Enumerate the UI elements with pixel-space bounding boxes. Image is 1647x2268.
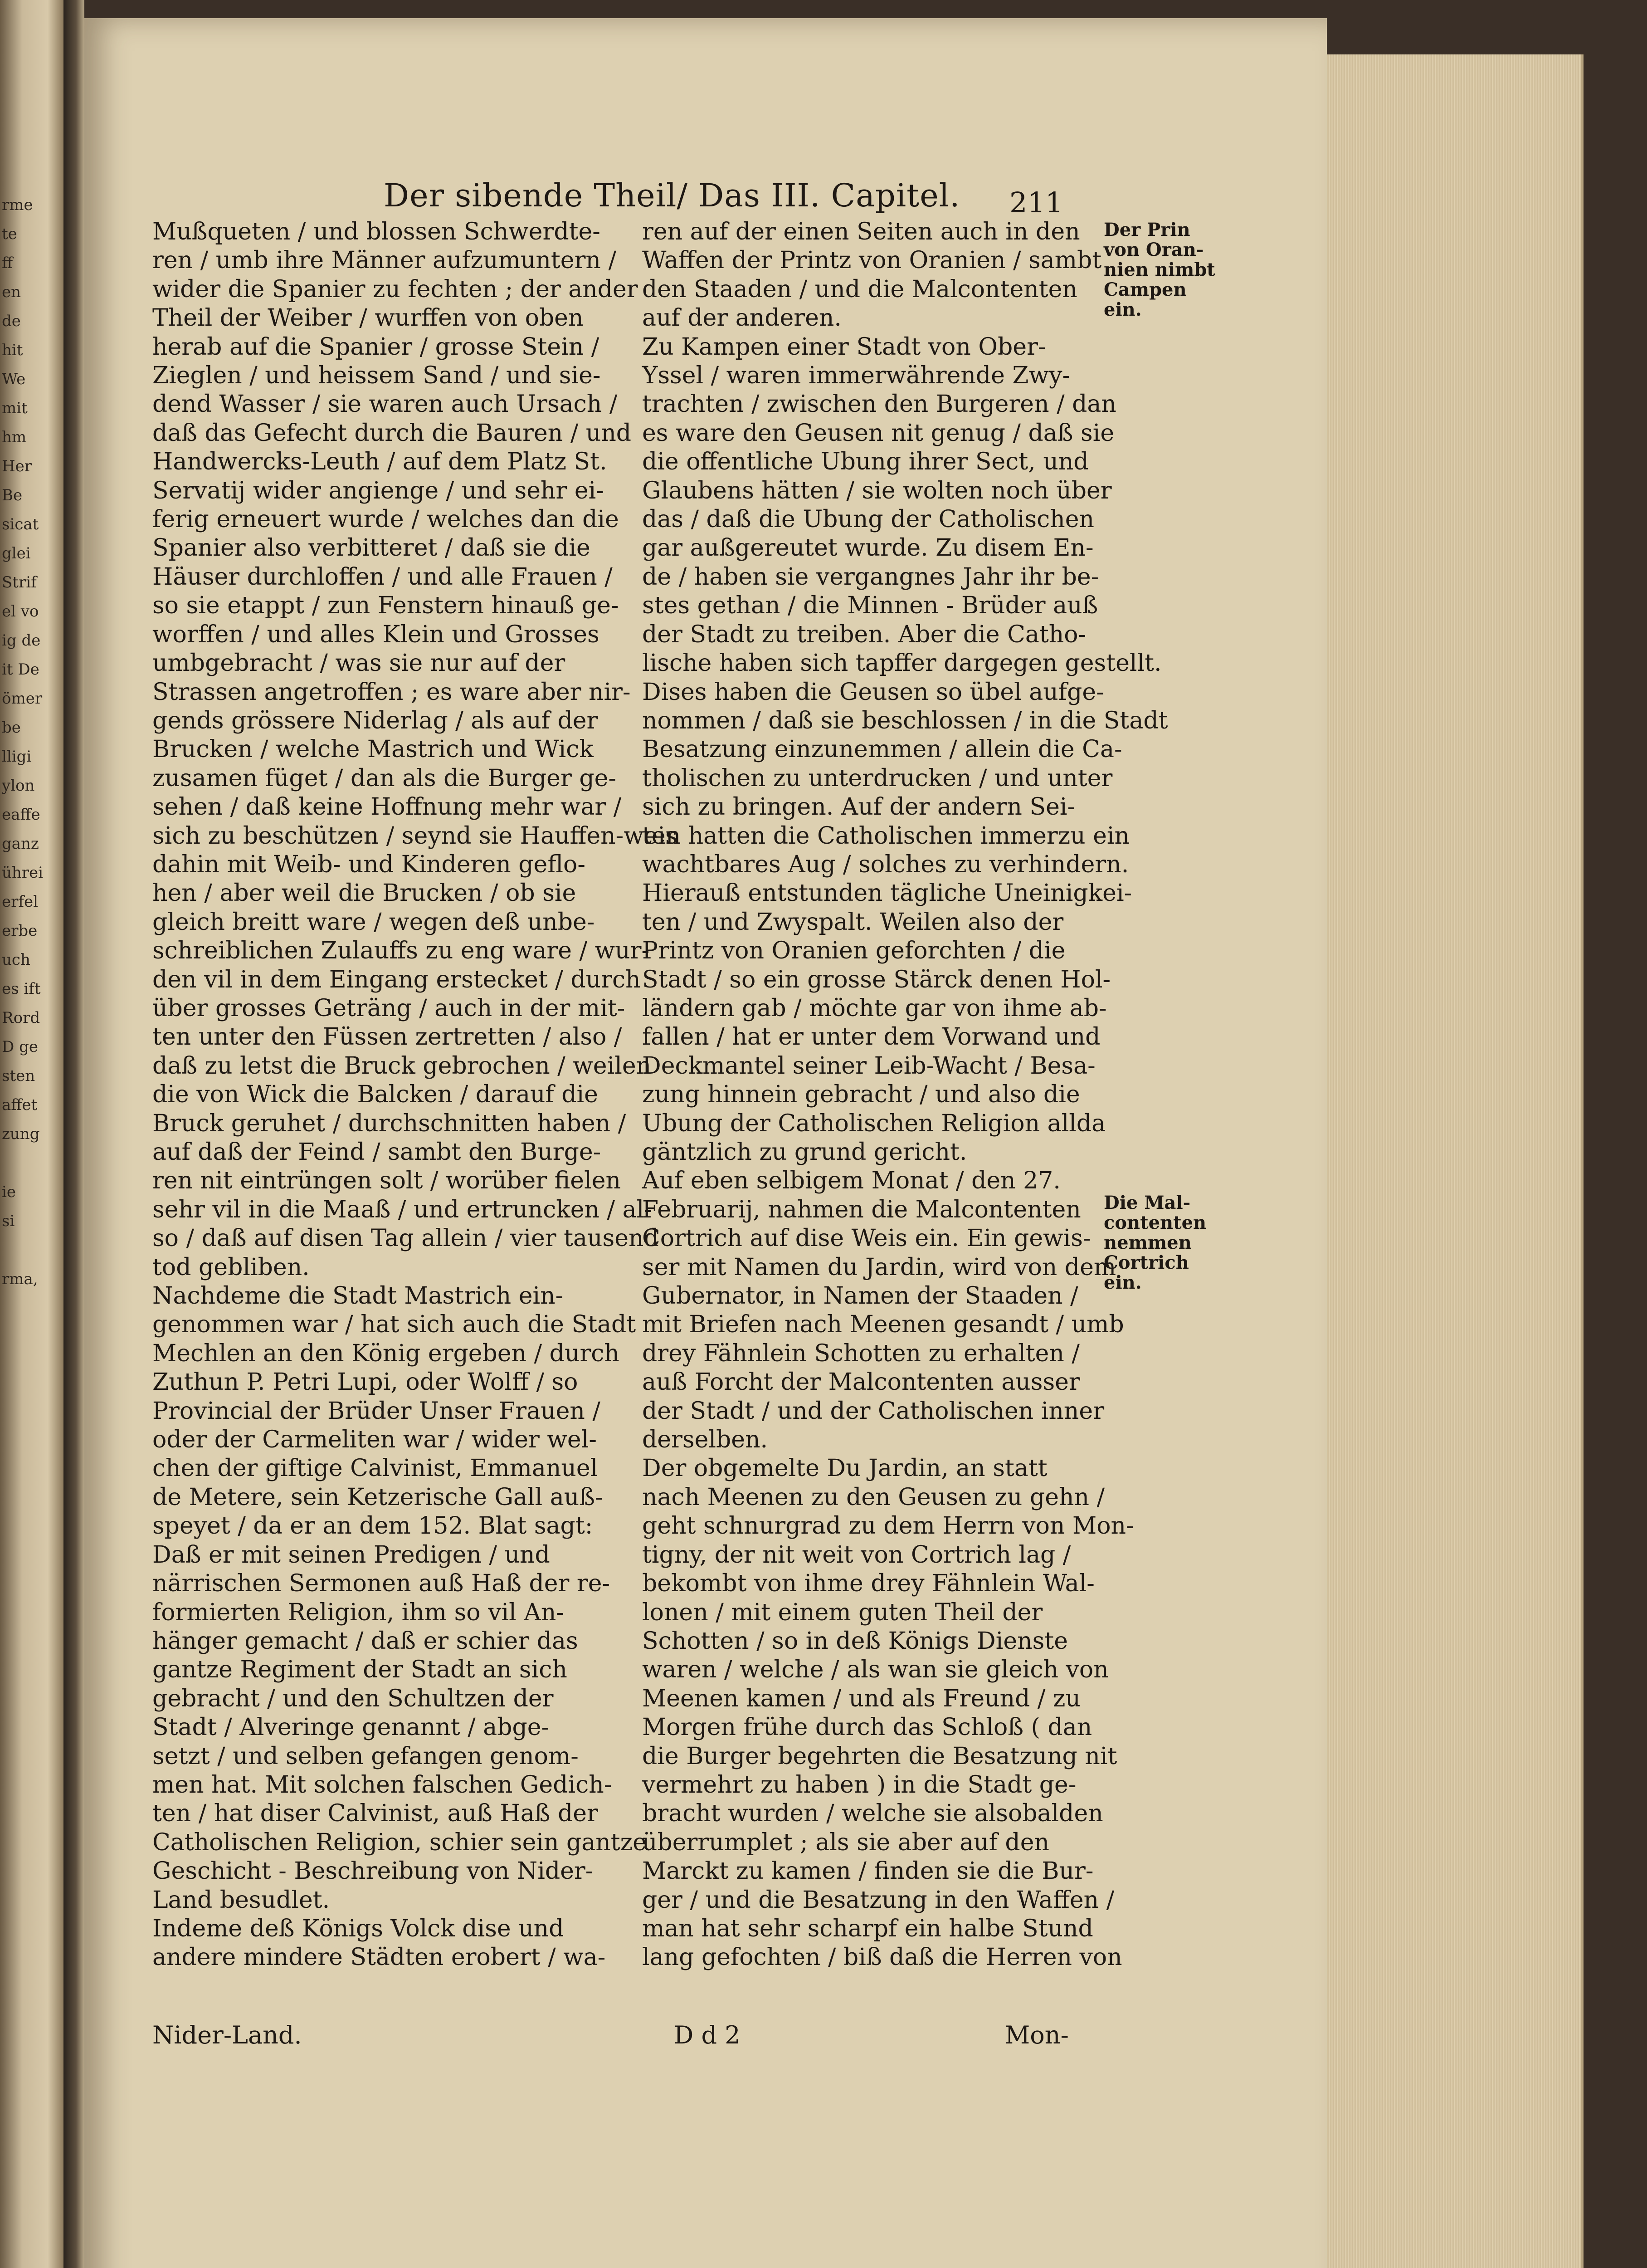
text-line: setzt / und selben gefangen genom- <box>152 1742 579 1770</box>
text-line: ser mit Namen du Jardin, wird von dem <box>642 1253 1116 1281</box>
text-line: fallen / hat er unter dem Vorwand und <box>642 1023 1101 1051</box>
text-line: trachten / zwischen den Burgeren / dan <box>642 391 1116 418</box>
text-line: ren / umb ihre Männer aufzumuntern / <box>152 247 616 274</box>
text-line: gar außgereutet wurde. Zu disem En- <box>642 534 1094 562</box>
book-gutter <box>63 0 84 2268</box>
catchword: Mon- <box>1005 2021 1069 2049</box>
running-head: Der sibende Theil/ Das III. Capitel. <box>384 177 960 214</box>
text-line: so / daß auf disen Tag allein / vier tausend <box>152 1225 659 1252</box>
text-line: umbgebracht / was sie nur auf der <box>152 650 565 677</box>
margin-note-line: nien nimbt <box>1104 259 1215 280</box>
text-line: Yssel / waren immerwährende Zwy- <box>642 362 1071 390</box>
text-line: überrumplet ; als sie aber auf den <box>642 1828 1049 1856</box>
text-line: dend Wasser / sie waren auch Ursach / <box>152 391 618 418</box>
left-page-edge <box>0 0 63 2268</box>
margin-note-line: Campen <box>1104 279 1187 300</box>
text-line: men hat. Mit solchen falschen Gedich- <box>152 1771 612 1799</box>
text-line: tholischen zu unterdrucken / und unter <box>642 764 1113 792</box>
text-line: lische haben sich tapffer dargegen gestellt. <box>642 650 1162 677</box>
text-line: chen der giftige Calvinist, Emmanuel <box>152 1455 598 1482</box>
text-line: so sie etappt / zun Fenstern hinauß ge- <box>152 592 619 620</box>
text-line: zung hinnein gebracht / und also die <box>642 1081 1080 1109</box>
margin-note-line: Cortrich <box>1104 1252 1189 1273</box>
text-line: gebracht / und den Schultzen der <box>152 1685 554 1712</box>
text-line: den vil in dem Eingang erstecket / durch <box>152 966 641 993</box>
text-line: Waffen der Printz von Oranien / sambt <box>642 247 1102 274</box>
text-line: Handwercks-Leuth / auf dem Platz St. <box>152 448 607 476</box>
margin-note-line: contenten <box>1104 1212 1207 1233</box>
text-line: Schotten / so in deß Königs Dienste <box>642 1627 1068 1655</box>
margin-note-line: ein. <box>1104 1272 1142 1293</box>
text-line: stes gethan / die Minnen - Brüder auß <box>642 592 1098 620</box>
text-line: daß das Gefecht durch die Bauren / und <box>152 419 632 447</box>
text-line: Servatij wider angienge / und sehr ei- <box>152 477 604 504</box>
text-line: die von Wick die Balcken / darauf die <box>152 1081 598 1109</box>
text-line: de / haben sie vergangnes Jahr ihr be- <box>642 563 1099 591</box>
text-line: sehen / daß keine Hoffnung mehr war / <box>152 793 622 821</box>
text-line: Auf eben selbigem Monat / den 27. <box>642 1167 1061 1195</box>
text-line: Land besudlet. <box>152 1886 330 1914</box>
text-line: bracht wurden / welche sie alsobalden <box>642 1800 1103 1828</box>
text-line: die offentliche Ubung ihrer Sect, und <box>642 448 1089 476</box>
text-line: gantze Regiment der Stadt an sich <box>152 1656 567 1684</box>
text-line: das / daß die Ubung der Catholischen <box>642 506 1094 533</box>
left-page-text-fragments: rme te ff en de hit We mit hm Her Be sicat glei Strif el vo ig de it De ömer be lligi ylon eaffe ganz ührei erfel erbe uch es ift Rord D ge sten affet zung ie si rma, <box>2 196 44 1288</box>
text-line: Cortrich auf dise Weis ein. Ein gewis- <box>642 1225 1091 1252</box>
text-line: närrischen Sermonen auß Haß der re- <box>152 1570 610 1598</box>
text-line: lang gefochten / biß daß die Herren von <box>642 1944 1122 1971</box>
text-line: der Stadt zu treiben. Aber die Catho- <box>642 621 1087 648</box>
text-line: Nachdeme die Stadt Mastrich ein- <box>152 1282 564 1310</box>
text-line: Geschicht - Beschreibung von Nider- <box>152 1857 594 1885</box>
text-line: ländern gab / möchte gar von ihme ab- <box>642 994 1107 1022</box>
text-line: oder der Carmeliten war / wider wel- <box>152 1426 597 1454</box>
text-line: speyet / da er an dem 152. Blat sagt: <box>152 1512 593 1540</box>
text-line: worffen / und alles Klein und Grosses <box>152 621 599 648</box>
text-line: Hierauß entstunden tägliche Uneinigkei- <box>642 880 1132 907</box>
text-line: ren nit eintrüngen solt / worüber fielen <box>152 1167 621 1195</box>
text-line: nach Meenen zu den Geusen zu gehn / <box>642 1483 1105 1511</box>
margin-note-line: Die Mal- <box>1104 1192 1191 1213</box>
text-line: dahin mit Weib- und Kinderen geflo- <box>152 850 585 878</box>
text-line: Stadt / so ein grosse Stärck denen Hol- <box>642 966 1111 993</box>
text-line: der Stadt / und der Catholischen inner <box>642 1397 1105 1425</box>
text-line: Mechlen an den König ergeben / durch <box>152 1339 619 1367</box>
text-line: Bruck geruhet / durchschnitten haben / <box>152 1110 626 1137</box>
text-line: Dises haben die Geusen so übel aufge- <box>642 678 1104 706</box>
text-line: Gubernator, in Namen der Staaden / <box>642 1282 1078 1310</box>
footer-left-text: Nider-Land. <box>152 2021 302 2049</box>
text-line: ten hatten die Catholischen immerzu ein <box>642 822 1130 850</box>
text-line: de Metere, sein Ketzerische Gall auß- <box>152 1483 603 1511</box>
text-line: wachtbares Aug / solches zu verhindern. <box>642 850 1129 878</box>
book-fore-edge <box>1327 54 1584 2268</box>
text-line: Daß er mit seinen Predigen / und <box>152 1541 550 1569</box>
text-line: drey Fähnlein Schotten zu erhalten / <box>642 1339 1080 1367</box>
text-line: herab auf die Spanier / grosse Stein / <box>152 333 599 361</box>
text-line: Morgen frühe durch das Schloß ( dan <box>642 1714 1092 1741</box>
text-line: ren auf der einen Seiten auch in den <box>642 218 1080 245</box>
text-line: sehr vil in die Maaß / und ertruncken / al- <box>152 1196 652 1223</box>
text-line: auf daß der Feind / sambt den Burge- <box>152 1139 601 1166</box>
text-line: Meenen kamen / und als Freund / zu <box>642 1685 1081 1712</box>
text-line: nommen / daß sie beschlossen / in die Stadt <box>642 707 1168 734</box>
text-line: den Staaden / und die Malcontenten <box>642 275 1077 303</box>
text-line: formierten Religion, ihm so vil An- <box>152 1598 564 1626</box>
text-line: Deckmantel seiner Leib-Wacht / Besa- <box>642 1052 1096 1080</box>
text-line: gleich breitt ware / wegen deß unbe- <box>152 908 595 936</box>
text-line: Spanier also verbitteret / daß sie die <box>152 534 590 562</box>
text-line: ten / und Zwyspalt. Weilen also der <box>642 908 1064 936</box>
text-line: wider die Spanier zu fechten ; der ander <box>152 275 638 303</box>
text-line: Indeme deß Königs Volck dise und <box>152 1915 564 1942</box>
text-line: über grosses Geträng / auch in der mit- <box>152 994 625 1022</box>
text-line: waren / welche / als wan sie gleich von <box>642 1656 1109 1684</box>
text-line: schreiblichen Zulauffs zu eng ware / wur- <box>152 937 650 965</box>
margin-note-line: nemmen <box>1104 1232 1192 1253</box>
text-line: man hat sehr scharpf ein halbe Stund <box>642 1915 1093 1942</box>
text-line: tigny, der nit weit von Cortrich lag / <box>642 1541 1071 1569</box>
text-line: hänger gemacht / daß er schier das <box>152 1627 578 1655</box>
page-number: 211 <box>1009 186 1063 219</box>
text-line: genommen war / hat sich auch die Stadt <box>152 1311 636 1339</box>
left-text-column <box>152 218 677 1972</box>
margin-note-line: ein. <box>1104 299 1142 320</box>
text-line: auß Forcht der Malcontenten ausser <box>642 1369 1080 1396</box>
signature-mark: D d 2 <box>674 2021 741 2049</box>
text-line: ger / und die Besatzung in den Waffen / <box>642 1886 1115 1914</box>
text-line: Printz von Oranien geforchten / die <box>642 937 1066 965</box>
text-line: Strassen angetroffen ; es ware aber nir- <box>152 678 631 706</box>
text-line: Glaubens hätten / sie wolten noch über <box>642 477 1112 504</box>
text-line: mit Briefen nach Meenen gesandt / umb <box>642 1311 1124 1339</box>
text-line: bekombt von ihme drey Fähnlein Wal- <box>642 1570 1095 1598</box>
text-line: gäntzlich zu grund gericht. <box>642 1139 967 1166</box>
text-line: Stadt / Alveringe genannt / abge- <box>152 1714 550 1741</box>
text-line: Theil der Weiber / wurffen von oben <box>152 304 584 332</box>
book-page <box>84 18 1327 2268</box>
text-line: sich zu bringen. Auf der andern Sei- <box>642 793 1076 821</box>
text-line: Ubung der Catholischen Religion allda <box>642 1110 1106 1137</box>
text-line: hen / aber weil die Brucken / ob sie <box>152 880 576 907</box>
text-line: ten / hat diser Calvinist, auß Haß der <box>152 1800 598 1828</box>
text-line: Häuser durchloffen / und alle Frauen / <box>152 563 613 591</box>
text-line: Zu Kampen einer Stadt von Ober- <box>642 333 1046 361</box>
margin-note-2 <box>1104 1193 1208 1293</box>
text-line: zusamen füget / dan als die Burger ge- <box>152 764 616 792</box>
text-line: geht schnurgrad zu dem Herrn von Mon- <box>642 1512 1134 1540</box>
text-line: gends grössere Niderlag / als auf der <box>152 707 598 734</box>
text-line: Zuthun P. Petri Lupi, oder Wolff / so <box>152 1369 578 1396</box>
text-line: daß zu letst die Bruck gebrochen / weilen <box>152 1052 652 1080</box>
text-line: die Burger begehrten die Besatzung nit <box>642 1742 1117 1770</box>
margin-note-line: Der Prin <box>1104 219 1190 240</box>
text-line: sich zu beschützen / seynd sie Hauffen-weis <box>152 822 677 850</box>
text-line: auf der anderen. <box>642 304 842 332</box>
text-line: Marckt zu kamen / finden sie die Bur- <box>642 1857 1094 1885</box>
text-line: ferig erneuert wurde / welches dan die <box>152 506 619 533</box>
text-line: Catholischen Religion, schier sein gantze <box>152 1828 647 1856</box>
text-line: lonen / mit einem guten Theil der <box>642 1598 1043 1626</box>
text-line: Zieglen / und heissem Sand / und sie- <box>152 362 601 390</box>
text-line: Brucken / welche Mastrich und Wick <box>152 736 594 763</box>
text-line: tod gebliben. <box>152 1253 310 1281</box>
text-line: derselben. <box>642 1426 768 1454</box>
text-line: Mußqueten / und blossen Schwerdte- <box>152 218 600 245</box>
margin-note-1 <box>1104 219 1215 320</box>
text-line: Der obgemelte Du Jardin, an statt <box>642 1455 1048 1482</box>
margin-note-line: von Oran- <box>1104 239 1204 260</box>
text-line: es ware den Geusen nit genug / daß sie <box>642 419 1115 447</box>
text-line: andere mindere Städten erobert / wa- <box>152 1944 606 1971</box>
text-line: ten unter den Füssen zertretten / also / <box>152 1023 622 1051</box>
text-line: Provincial der Brüder Unser Frauen / <box>152 1397 600 1425</box>
text-line: Besatzung einzunemmen / allein die Ca- <box>642 736 1122 763</box>
text-line: Februarij, nahmen die Malcontenten <box>642 1196 1081 1223</box>
text-line: vermehrt zu haben ) in die Stadt ge- <box>642 1771 1077 1799</box>
